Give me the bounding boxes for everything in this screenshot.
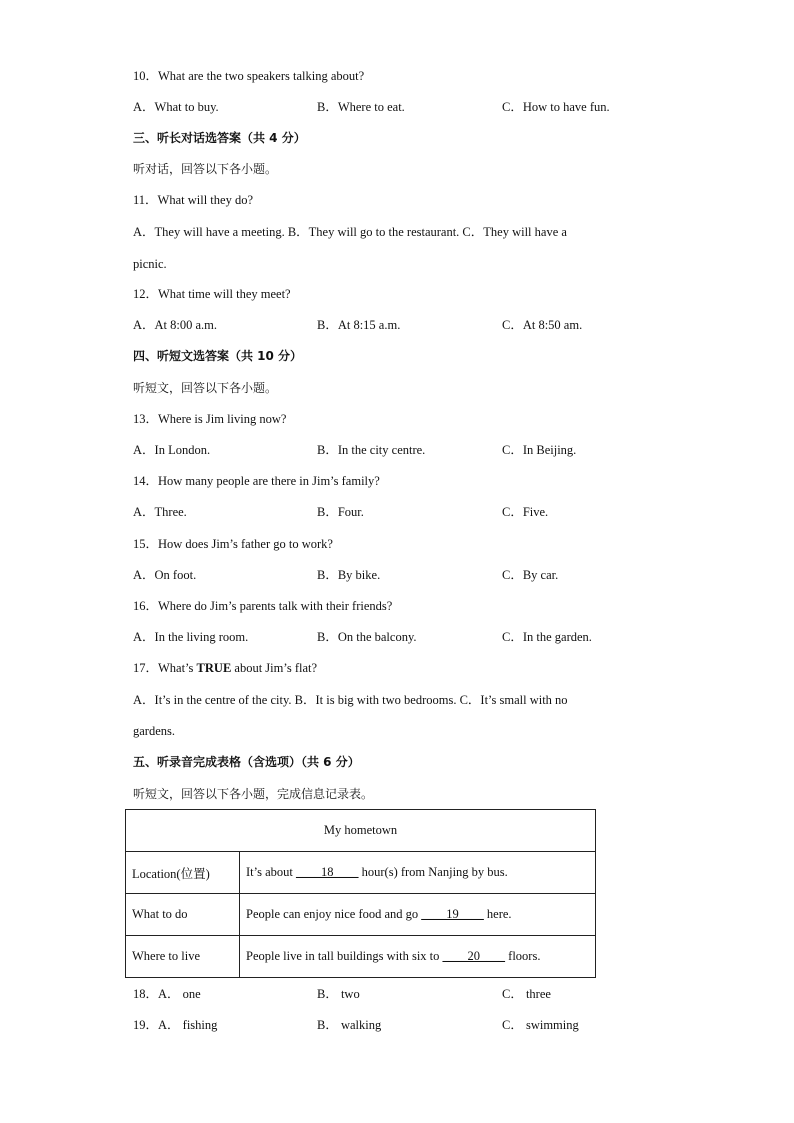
table-title: My hometown	[126, 810, 596, 852]
q13-option-b: B．In the city centre.	[317, 443, 426, 457]
question-16-stem: 16．Where do Jim’s parents talk with their friends?	[133, 599, 393, 613]
q19-option-a: 19．A． fishing	[133, 1018, 218, 1032]
row-text-post: here.	[483, 907, 512, 921]
q17-options-line-2: gardens.	[133, 724, 175, 738]
blank-18: ____18____	[296, 865, 359, 879]
question-15-stem: 15．How does Jim’s father go to work?	[133, 537, 333, 551]
question-12-stem: 12．What time will they meet?	[133, 287, 291, 301]
q18-option-b: B． two	[317, 987, 360, 1001]
q17-options-line-1: A．It’s in the centre of the city. B．It is big with two bedrooms. C．It’s small with no	[133, 693, 568, 707]
table-row	[126, 894, 596, 936]
table-title-row	[126, 810, 596, 852]
table-row	[126, 936, 596, 978]
q18-option-c: C． three	[502, 987, 551, 1001]
row-label: Location(位置)	[126, 852, 240, 894]
row-label: Where to live	[126, 936, 240, 978]
q13-option-c: C．In Beijing.	[502, 443, 577, 457]
q10-option-a: A．What to buy.	[133, 100, 219, 114]
q17-stem-bold: TRUE	[196, 661, 232, 675]
question-14-stem: 14．How many people are there in Jim’s family?	[133, 474, 380, 488]
q14-option-a: A．Three.	[133, 505, 187, 519]
q18-option-a: 18．A． one	[133, 987, 201, 1001]
q19-option-c: C． swimming	[502, 1018, 579, 1032]
q12-option-c: C．At 8:50 am.	[502, 318, 583, 332]
table-row	[126, 852, 596, 894]
q16-option-a: A．In the living room.	[133, 630, 249, 644]
hometown-table	[125, 809, 596, 978]
section-4-heading: 四、听短文选答案（共 10 分）	[133, 349, 303, 363]
row-content	[240, 936, 596, 978]
q14-option-b: B．Four.	[317, 505, 364, 519]
q12-option-b: B．At 8:15 a.m.	[317, 318, 401, 332]
row-text-pre: People can enjoy nice food and go	[246, 907, 422, 921]
row-text-pre: It’s about	[246, 865, 296, 879]
question-17-stem	[133, 660, 317, 676]
section-5-instructions: 听短文，回答以下各小题，完成信息记录表。	[133, 787, 374, 801]
row-label: What to do	[126, 894, 240, 936]
q17-stem-post: about Jim’s flat?	[231, 661, 318, 675]
row-text-pre: People live in tall buildings with six to	[246, 949, 443, 963]
row-text-post: floors.	[505, 949, 541, 963]
q11-options-line-2: picnic.	[133, 257, 167, 271]
q14-option-c: C．Five.	[502, 505, 549, 519]
question-13-stem: 13．Where is Jim living now?	[133, 412, 287, 426]
section-3-heading: 三、听长对话选答案（共 4 分）	[133, 131, 306, 145]
section-4-instructions: 听短文，回答以下各小题。	[133, 381, 278, 395]
section-3-instructions: 听对话，回答以下各小题。	[133, 162, 278, 176]
q15-option-a: A．On foot.	[133, 568, 197, 582]
q17-stem-pre: 17．What’s	[133, 661, 197, 675]
row-content	[240, 852, 596, 894]
q19-option-b: B． walking	[317, 1018, 382, 1032]
section-5-heading: 五、听录音完成表格（含选项）（共 6 分）	[133, 755, 360, 769]
q10-option-b: B．Where to eat.	[317, 100, 405, 114]
q16-option-c: C．In the garden.	[502, 630, 592, 644]
row-text-post: hour(s) from Nanjing by bus.	[358, 865, 508, 879]
q11-options-line-1: A．They will have a meeting. B．They will go to the restaurant. C．They will have a	[133, 225, 567, 239]
q15-option-b: B．By bike.	[317, 568, 381, 582]
blank-20: ____20____	[442, 949, 506, 963]
blank-19: ____19____	[421, 907, 484, 921]
q12-option-a: A．At 8:00 a.m.	[133, 318, 218, 332]
question-11-stem: 11．What will they do?	[133, 193, 253, 207]
row-content	[240, 894, 596, 936]
question-10-stem: 10．What are the two speakers talking about?	[133, 69, 365, 83]
q15-option-c: C．By car.	[502, 568, 559, 582]
q10-option-c: C．How to have fun.	[502, 100, 610, 114]
q13-option-a: A．In London.	[133, 443, 211, 457]
q16-option-b: B．On the balcony.	[317, 630, 417, 644]
